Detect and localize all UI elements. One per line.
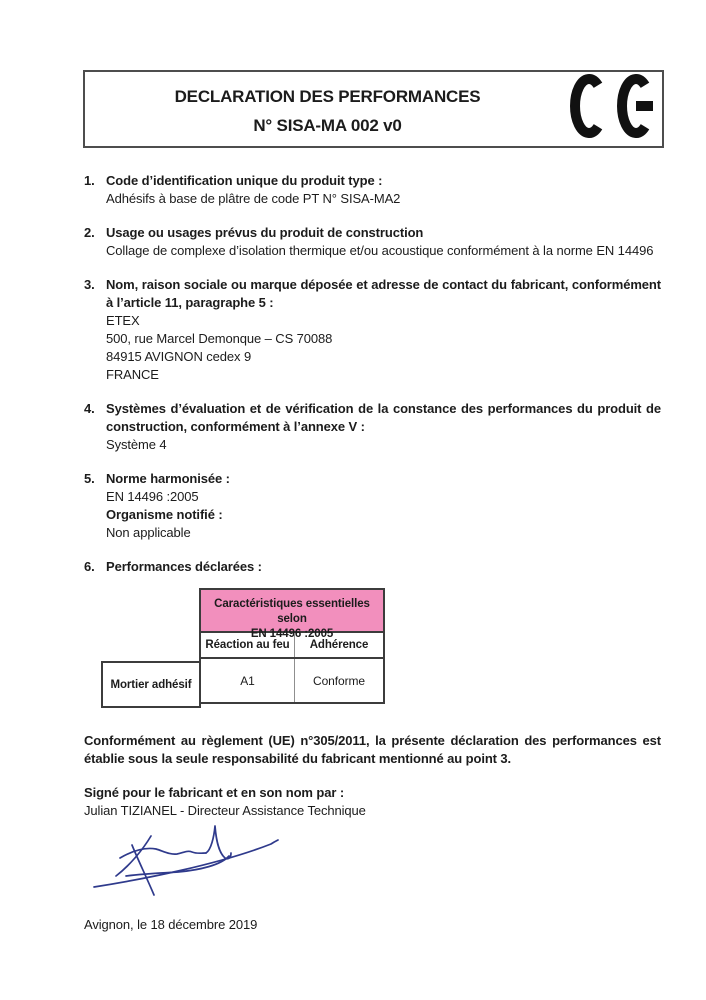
table-value-adherence: Conforme xyxy=(313,673,365,688)
conformity-statement: Conformément au règlement (UE) n°305/2011, la présente déclaration des performances est établie sous la seule responsabilité du fabricant mentionné au point 3. xyxy=(84,733,661,766)
table-header-cell xyxy=(201,590,383,640)
item-2-body: Collage de complexe d’isolation thermique et/ou acoustique conformément à la norme EN 14496 xyxy=(106,243,654,258)
item-2-heading: Usage ou usages prévus du produit de construction xyxy=(106,225,424,240)
item-number: 5. xyxy=(84,471,95,486)
list-item-3 xyxy=(84,276,661,384)
item-4-heading: Systèmes d’évaluation et de vérification de la constance des performances du produit de construction, conformément à l’annexe V : xyxy=(106,401,661,434)
item-number: 6. xyxy=(84,559,95,574)
item-number: 1. xyxy=(84,173,95,188)
item-4-body: Système 4 xyxy=(106,437,167,452)
table-header-line1: Caractéristiques essentielles selon xyxy=(214,598,370,625)
table-value-reaction: A1 xyxy=(201,659,295,702)
item-1-heading: Code d’identification unique du produit type : xyxy=(106,173,383,188)
item-number: 3. xyxy=(84,277,95,292)
item-6-heading: Performances déclarées : xyxy=(106,559,262,574)
title-lines xyxy=(85,82,570,140)
place-date: Avignon, le 18 décembre 2019 xyxy=(84,917,258,932)
item-number: 2. xyxy=(84,225,95,240)
item-5-body-1: EN 14496 :2005 xyxy=(106,489,199,504)
table-col-adherence: Adhérence xyxy=(309,639,369,651)
list-item-5 xyxy=(84,470,661,542)
table-main xyxy=(199,588,385,704)
manufacturer-country: FRANCE xyxy=(106,367,159,382)
list-item-4 xyxy=(84,400,661,454)
signed-heading: Signé pour le fabricant et en son nom par : xyxy=(84,785,345,800)
table-header-line2: EN 14496 :2005 xyxy=(250,628,334,640)
document-title: DECLARATION DES PERFORMANCES xyxy=(174,87,481,106)
signature-block xyxy=(84,784,661,820)
ce-mark-icon xyxy=(570,73,655,138)
manufacturer-street: 500, rue Marcel Demonque – CS 70088 xyxy=(106,331,333,346)
list-item-6 xyxy=(84,558,661,576)
table-col-reaction-au-feu: Réaction au feu xyxy=(201,633,295,657)
table-row-label: Mortier adhésif xyxy=(101,661,201,708)
table-column-headers xyxy=(201,633,383,659)
list-item-1 xyxy=(84,172,661,208)
item-5-body-2: Non applicable xyxy=(106,525,191,540)
item-1-body: Adhésifs à base de plâtre de code PT N° SISA-MA2 xyxy=(106,191,401,206)
item-5-heading-1: Norme harmonisée : xyxy=(106,471,230,486)
manufacturer-city: 84915 AVIGNON cedex 9 xyxy=(106,349,252,364)
item-5-heading-2: Organisme notifié : xyxy=(106,507,223,522)
signer-name: Julian TIZIANEL - Directeur Assistance Technique xyxy=(84,803,366,818)
title-box xyxy=(83,70,664,148)
document-number: N° SISA-MA 002 v0 xyxy=(253,116,402,135)
performance-table xyxy=(101,588,391,708)
signature-image xyxy=(90,824,305,898)
table-value-row xyxy=(201,659,383,702)
document-body xyxy=(84,172,661,934)
manufacturer-name: ETEX xyxy=(106,313,140,328)
item-3-heading: Nom, raison sociale ou marque déposée et adresse de contact du fabricant, conformément à l’article 11, paragraphe 5 : xyxy=(106,277,661,310)
item-number: 4. xyxy=(84,401,95,416)
list-item-2 xyxy=(84,224,661,260)
